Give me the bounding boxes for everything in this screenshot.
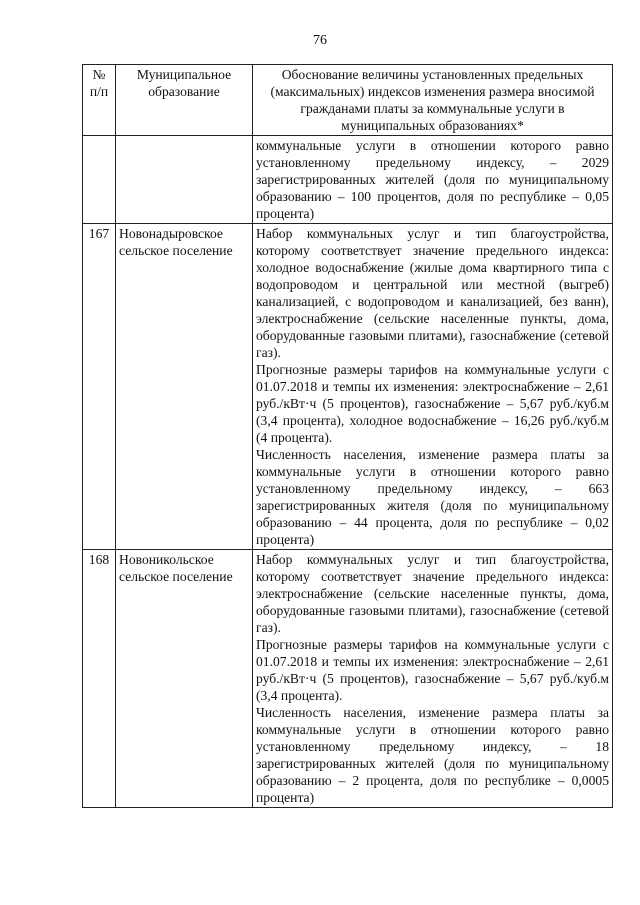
services-paragraph: Набор коммунальных услуг и тип благоустройства, которому соответствует значение предельного индекса: холодное водоснабжение (жилые дома квартирного типа с водопроводом и центральной или местной (выгреб) канализацией, с водопроводом и канализацией, без ванн), электроснабжение (сельские населенные пункты, дома, оборудованные газовыми плитами), газоснабжение (сетевой газ). bbox=[256, 226, 609, 360]
population-paragraph: Численность населения, изменение размера платы за коммунальные услуги в отношении которого равно установленному предельному индексу, – 663 зарегистрированных жителя (доля по муниципальному образованию – 44 процента, доля по республике – 0,02 процента) bbox=[256, 447, 609, 547]
page-number: 76 bbox=[313, 33, 327, 48]
row-num: 168 bbox=[83, 550, 116, 808]
row-num: 167 bbox=[83, 224, 116, 550]
header-num: № п/п bbox=[83, 65, 116, 136]
row-justification bbox=[253, 224, 613, 550]
table-row bbox=[83, 224, 613, 550]
population-paragraph: Численность населения, изменение размера платы за коммунальные услуги в отношении которого равно установленному предельному индексу, – 18 зарегистрированных жителей (доля по муниципальному образованию – 2 процента, доля по республике – 0,0005 процента) bbox=[256, 705, 609, 805]
tariffs-paragraph: Прогнозные размеры тарифов на коммунальные услуги с 01.07.2018 и темпы их изменения: электроснабжение – 2,61 руб./кВт·ч (5 процентов), газоснабжение – 5,67 руб./куб.м (3,4 процента). bbox=[256, 637, 609, 703]
row-municipality: Новоникольское сельское поселение bbox=[116, 550, 253, 808]
continuation-paragraph: коммунальные услуги в отношении которого равно установленному предельному индексу, – 2029 зарегистрированных жителей (доля по муниципальному образованию – 100 процентов, доля по республике – 0,05 процента) bbox=[256, 138, 609, 221]
continuation-num bbox=[83, 136, 116, 224]
continuation-municipality bbox=[116, 136, 253, 224]
continuation-text bbox=[253, 136, 613, 224]
continuation-row bbox=[83, 136, 613, 224]
header-municipality: Муниципальное образование bbox=[116, 65, 253, 136]
row-municipality: Новонадыровское сельское поселение bbox=[116, 224, 253, 550]
header-justification: Обоснование величины установленных предельных (максимальных) индексов изменения размера вносимой гражданами платы за коммунальные услуги в муниципальных образованиях* bbox=[253, 65, 613, 136]
services-paragraph: Набор коммунальных услуг и тип благоустройства, которому соответствует значение предельного индекса: электроснабжение (сельские населенные пункты, дома, оборудованные газовыми плитами), газоснабжение (сетевой газ). bbox=[256, 552, 609, 635]
municipal-index-table bbox=[82, 64, 613, 808]
table-header-row bbox=[83, 65, 613, 136]
tariffs-paragraph: Прогнозные размеры тарифов на коммунальные услуги с 01.07.2018 и темпы их изменения: электроснабжение – 2,61 руб./кВт·ч (5 процентов), газоснабжение – 5,67 руб./куб.м (3,4 процента), холодное водоснабжение – 16,26 руб./куб.м (4 процента). bbox=[256, 362, 609, 445]
table-row bbox=[83, 550, 613, 808]
row-justification bbox=[253, 550, 613, 808]
